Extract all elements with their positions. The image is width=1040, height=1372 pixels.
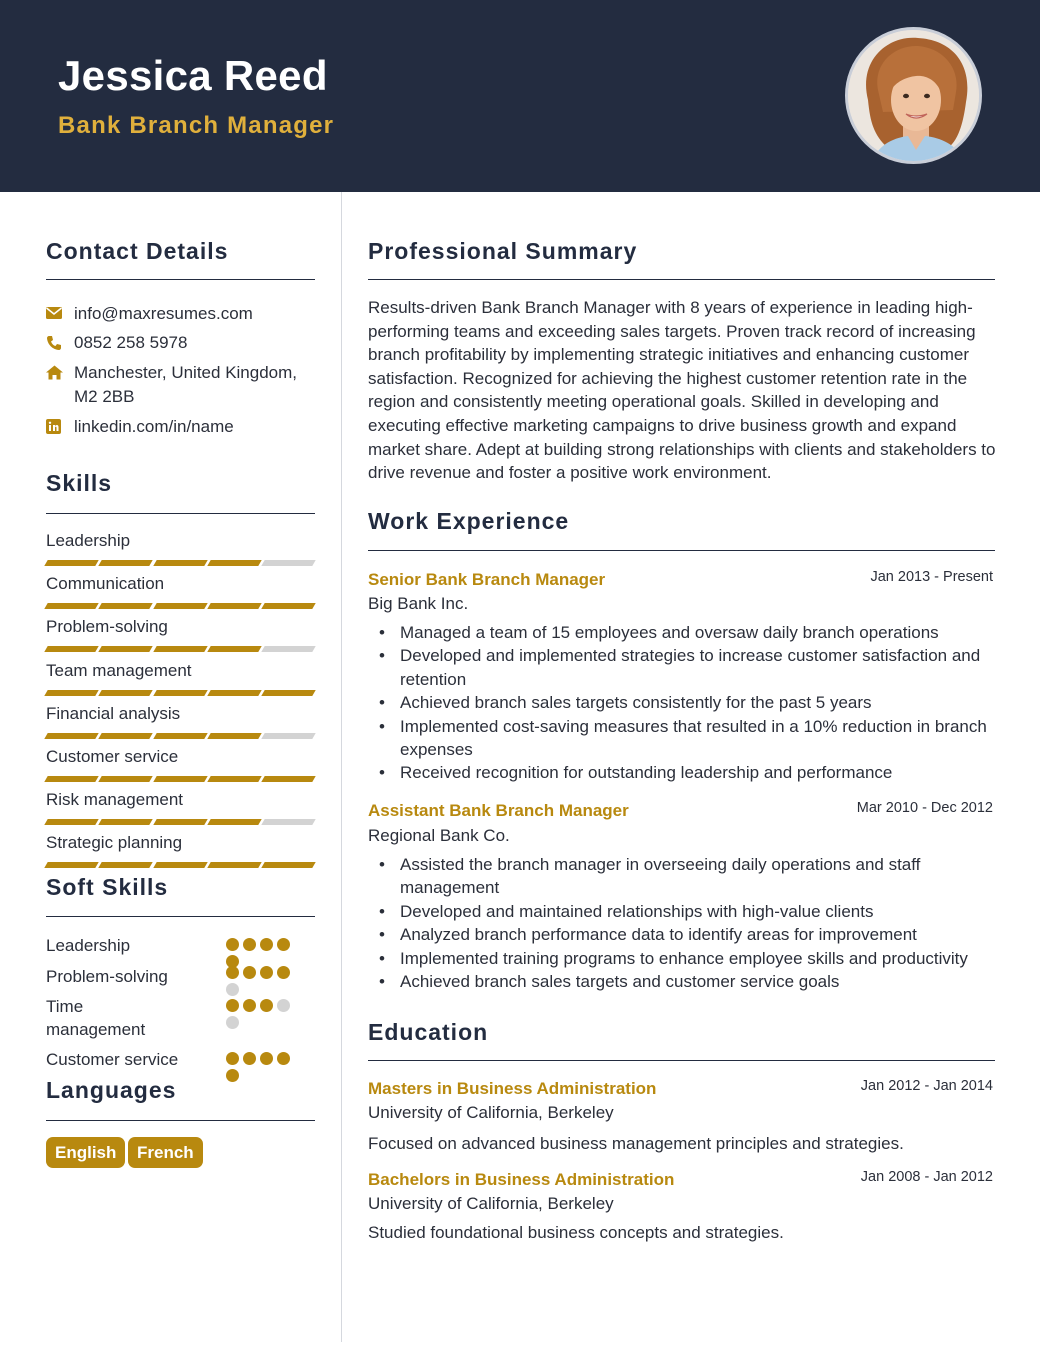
skill-label: Team management <box>46 660 192 680</box>
skill-level-bar <box>46 646 314 652</box>
skill-label: Strategic planning <box>46 833 183 853</box>
skill-label: Customer service <box>46 747 179 766</box>
contact-phone[interactable] <box>46 331 316 355</box>
soft-skills-heading: Soft Skills <box>46 874 169 900</box>
rating-dot <box>260 966 273 979</box>
summary-heading: Professional Summary <box>368 238 638 264</box>
job-title: Senior Bank Branch Manager <box>368 570 606 589</box>
education-description: Focused on advanced business management principles and strategies. <box>368 1134 904 1153</box>
skill-label: Risk management <box>46 790 184 810</box>
contact-phone-text: 0852 258 5978 <box>74 333 188 352</box>
soft-skill-rating <box>226 999 306 1033</box>
contact-linkedin[interactable] <box>46 415 316 439</box>
skill-level-segment <box>99 819 153 825</box>
skill-level-segment <box>261 733 315 739</box>
job-company: Regional Bank Co. <box>368 826 510 845</box>
skill-level-segment <box>153 603 207 609</box>
soft-skill-rating <box>226 1052 306 1086</box>
skill-level-segment <box>44 819 98 825</box>
home-icon <box>46 361 74 409</box>
skill-label: Communication <box>46 574 165 594</box>
soft-skill-label: Time management <box>46 997 146 1039</box>
rating-dot <box>277 938 290 951</box>
skill-level-segment <box>261 776 315 782</box>
list-item: • Developed and maintained relationships with high-value clients <box>368 900 998 923</box>
skill-level-segment <box>153 646 207 652</box>
skill-level-segment <box>153 776 207 782</box>
contact-heading: Contact Details <box>46 238 229 264</box>
rating-dot <box>226 1016 239 1029</box>
skill-label: Financial analysis <box>46 703 181 723</box>
skill-level-bar <box>46 819 314 825</box>
skill-level-segment <box>153 819 207 825</box>
experience-heading: Work Experience <box>368 508 570 534</box>
skill-level-segment <box>99 862 153 868</box>
language-badge: French <box>128 1137 203 1168</box>
rating-dot <box>226 1052 239 1065</box>
skill-level-segment <box>261 560 315 566</box>
list-item: • Achieved branch sales targets consistently for the past 5 years <box>368 691 998 714</box>
profile-photo-illustration <box>848 30 982 164</box>
education-dates: Jan 2008 - Jan 2012 <box>860 1169 993 1185</box>
job-bullets <box>368 853 998 993</box>
profile-photo <box>845 27 982 164</box>
rating-dot <box>226 1069 239 1082</box>
skill-level-segment <box>99 776 153 782</box>
job-dates: Mar 2010 - Dec 2012 <box>856 800 993 816</box>
contact-address-line2: M2 2BB <box>74 387 135 406</box>
skill-level-segment <box>207 560 261 566</box>
education-rule <box>368 1060 995 1061</box>
skill-level-segment <box>261 646 315 652</box>
rating-dot <box>277 1052 290 1065</box>
skill-level-segment <box>261 603 315 609</box>
skill-level-segment <box>207 646 261 652</box>
contact-email-text: info@maxresumes.com <box>74 304 253 323</box>
job-dates: Jan 2013 - Present <box>870 569 993 585</box>
summary-rule <box>368 279 995 280</box>
candidate-title: Bank Branch Manager <box>58 112 335 139</box>
skill-level-segment <box>44 733 98 739</box>
rating-dot <box>226 938 239 951</box>
skill-label: Problem-solving <box>46 617 168 637</box>
job-company: Big Bank Inc. <box>368 594 469 613</box>
education-description: Studied foundational business concepts and strategies. <box>368 1223 784 1242</box>
soft-skill-rating <box>226 966 306 1000</box>
rating-dot <box>260 999 273 1012</box>
skill-level-segment <box>99 690 153 696</box>
list-item: • Managed a team of 15 employees and oversaw daily branch operations <box>368 621 998 644</box>
skill-level-segment <box>153 862 207 868</box>
skill-level-segment <box>153 560 207 566</box>
list-item: • Assisted the branch manager in overseeing daily operations and staff management <box>368 853 998 900</box>
contact-email[interactable] <box>46 302 316 326</box>
soft-skill-label: Problem-solving <box>46 967 168 986</box>
contact-address <box>46 361 316 409</box>
linkedin-icon <box>46 415 74 439</box>
experience-rule <box>368 550 995 551</box>
column-divider <box>341 192 342 1342</box>
language-badge: English <box>46 1137 125 1168</box>
skill-level-segment <box>44 776 98 782</box>
skill-level-bar <box>46 733 314 739</box>
skill-level-segment <box>44 560 98 566</box>
resume-header <box>0 0 1040 192</box>
rating-dot <box>243 966 256 979</box>
job-title: Assistant Bank Branch Manager <box>368 801 629 820</box>
candidate-name: Jessica Reed <box>58 52 328 99</box>
languages-rule <box>46 1120 315 1121</box>
skill-level-segment <box>261 862 315 868</box>
skill-level-segment <box>99 733 153 739</box>
education-heading: Education <box>368 1019 489 1045</box>
list-item: • Achieved branch sales targets and customer service goals <box>368 970 998 993</box>
summary-text: Results-driven Bank Branch Manager with 8 years of experience in leading high-performing teams and exceeding sales targets. Proven track record of increasing branch profitability by implementing strategic initiatives and enhancing customer satisfaction. Recognized for achieving the highest customer retention rate in the region and consistently meeting operational goals. Skilled in developing and executing effective marketing campaigns to drive business growth and expand market share. Adept at building strong relationships with clients and stakeholders to drive revenue and foster a positive work environment. <box>368 298 996 483</box>
languages-heading: Languages <box>46 1077 177 1103</box>
education-dates: Jan 2012 - Jan 2014 <box>860 1078 993 1094</box>
rating-dot <box>226 999 239 1012</box>
list-item: • Developed and implemented strategies to increase customer satisfaction and retention <box>368 644 998 691</box>
rating-dot <box>243 1052 256 1065</box>
rating-dot <box>260 1052 273 1065</box>
soft-skills-rule <box>46 916 315 917</box>
contact-linkedin-text: linkedin.com/in/name <box>74 417 234 436</box>
skill-level-segment <box>207 733 261 739</box>
soft-skill-label: Leadership <box>46 936 131 955</box>
skill-level-segment <box>207 690 261 696</box>
list-item: • Received recognition for outstanding leadership and performance <box>368 761 998 784</box>
rating-dot <box>277 999 290 1012</box>
envelope-icon <box>46 302 74 326</box>
skill-level-segment <box>44 862 98 868</box>
skill-level-segment <box>44 646 98 652</box>
skills-rule <box>46 513 315 514</box>
rating-dot <box>243 999 256 1012</box>
soft-skill-label: Customer service <box>46 1050 179 1069</box>
skill-level-bar <box>46 603 314 609</box>
contact-rule <box>46 279 315 280</box>
rating-dot <box>260 938 273 951</box>
education-school: University of California, Berkeley <box>368 1103 614 1122</box>
skill-level-segment <box>207 819 261 825</box>
skill-level-segment <box>44 690 98 696</box>
list-item: • Implemented cost-saving measures that resulted in a 10% reduction in branch expenses <box>368 715 998 762</box>
skill-level-segment <box>153 690 207 696</box>
education-school: University of California, Berkeley <box>368 1194 614 1213</box>
education-degree: Masters in Business Administration <box>368 1079 657 1098</box>
phone-icon <box>46 331 74 355</box>
skill-level-bar <box>46 862 314 868</box>
skill-level-segment <box>44 603 98 609</box>
skill-level-segment <box>261 819 315 825</box>
skill-label: Leadership <box>46 531 131 550</box>
skill-level-segment <box>153 733 207 739</box>
job-bullets <box>368 621 998 785</box>
skill-level-segment <box>261 690 315 696</box>
rating-dot <box>277 966 290 979</box>
skill-level-segment <box>99 560 153 566</box>
list-item: • Analyzed branch performance data to identify areas for improvement <box>368 923 998 946</box>
skill-level-bar <box>46 690 314 696</box>
skill-level-segment <box>207 603 261 609</box>
education-degree: Bachelors in Business Administration <box>368 1170 675 1189</box>
rating-dot <box>226 966 239 979</box>
contact-address-line1: Manchester, United Kingdom, <box>74 363 298 382</box>
skill-level-bar <box>46 776 314 782</box>
list-item: • Implemented training programs to enhance employee skills and productivity <box>368 947 998 970</box>
skill-level-segment <box>99 603 153 609</box>
skill-level-segment <box>207 776 261 782</box>
skills-heading: Skills <box>46 470 113 496</box>
skill-level-segment <box>99 646 153 652</box>
skill-level-bar <box>46 560 314 566</box>
skill-level-segment <box>207 862 261 868</box>
rating-dot <box>226 983 239 996</box>
rating-dot <box>243 938 256 951</box>
